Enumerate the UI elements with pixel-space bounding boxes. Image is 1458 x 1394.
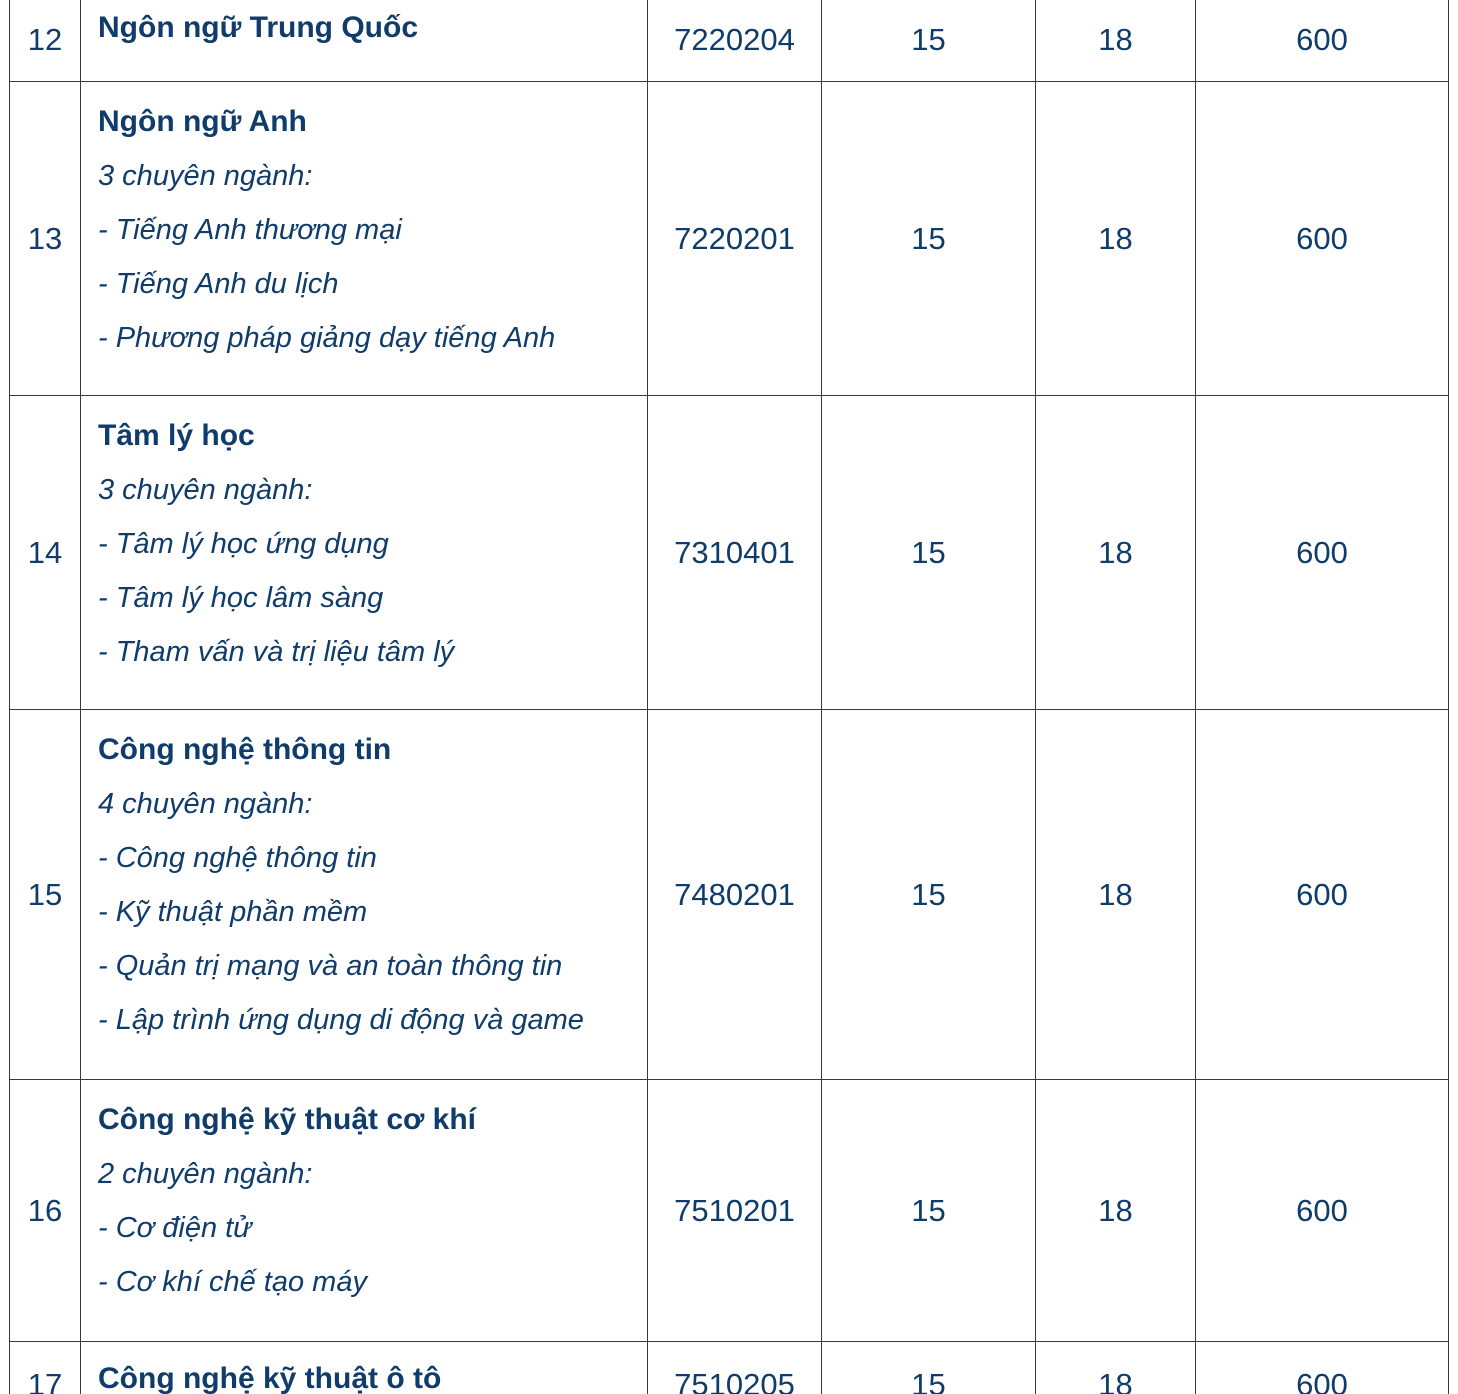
major-title: Ngôn ngữ Anh (98, 105, 307, 138)
value-cell: 18 (1036, 1342, 1196, 1394)
major-title: Ngôn ngữ Trung Quốc (98, 11, 419, 44)
value-cell: 18 (1036, 396, 1196, 710)
value-cell: 18 (1036, 1080, 1196, 1342)
value-cell: 600 (1196, 1080, 1449, 1342)
value-cell: 18 (1036, 710, 1196, 1080)
table-row (10, 396, 1449, 710)
table-row (10, 82, 1449, 396)
value-cell: 15 (822, 710, 1036, 1080)
major-title: Công nghệ kỹ thuật ô tô (98, 1362, 442, 1394)
table-row (10, 1342, 1449, 1394)
major-title: Công nghệ kỹ thuật cơ khí (98, 1103, 477, 1136)
specialization-count: 3 chuyên ngành: (98, 160, 313, 192)
value-cell: 600 (1196, 82, 1449, 396)
row-number: 17 (10, 1342, 81, 1394)
specialization-item: - Kỹ thuật phần mềm (98, 896, 368, 928)
value-cell: 15 (822, 1080, 1036, 1342)
specialization-item: - Tiếng Anh du lịch (98, 268, 339, 300)
major-cell (81, 82, 648, 396)
specialization-count: 4 chuyên ngành: (98, 788, 313, 820)
specialization-item: - Tâm lý học ứng dụng (98, 528, 389, 560)
specialization-count: 2 chuyên ngành: (98, 1158, 313, 1190)
value-cell: 15 (822, 1342, 1036, 1394)
row-number: 16 (10, 1080, 81, 1342)
major-cell (81, 0, 648, 82)
specialization-item: - Cơ điện tử (98, 1212, 252, 1244)
major-code: 7220201 (648, 82, 822, 396)
value-cell: 18 (1036, 82, 1196, 396)
major-cell (81, 1080, 648, 1342)
value-cell: 600 (1196, 1342, 1449, 1394)
specialization-item: - Cơ khí chế tạo máy (98, 1266, 367, 1298)
value-cell: 600 (1196, 396, 1449, 710)
specialization-item: - Tham vấn và trị liệu tâm lý (98, 636, 455, 668)
table-row (10, 0, 1449, 82)
value-cell: 600 (1196, 0, 1449, 82)
value-cell: 18 (1036, 0, 1196, 82)
major-cell (81, 710, 648, 1080)
major-title: Công nghệ thông tin (98, 733, 392, 766)
major-code: 7220204 (648, 0, 822, 82)
value-cell: 15 (822, 396, 1036, 710)
specialization-item: - Công nghệ thông tin (98, 842, 377, 874)
major-code: 7480201 (648, 710, 822, 1080)
table-row (10, 1080, 1449, 1342)
row-number: 15 (10, 710, 81, 1080)
row-number: 14 (10, 396, 81, 710)
major-code: 7510205 (648, 1342, 822, 1394)
major-title: Tâm lý học (98, 419, 255, 452)
majors-table (9, 0, 1449, 1394)
specialization-item: - Lập trình ứng dụng di động và game (98, 1004, 584, 1036)
specialization-count: 3 chuyên ngành: (98, 474, 313, 506)
specialization-item: - Phương pháp giảng dạy tiếng Anh (98, 322, 556, 354)
row-number: 12 (10, 0, 81, 82)
row-number: 13 (10, 82, 81, 396)
value-cell: 600 (1196, 710, 1449, 1080)
value-cell: 15 (822, 0, 1036, 82)
specialization-item: - Tâm lý học lâm sàng (98, 582, 384, 614)
major-code: 7510201 (648, 1080, 822, 1342)
major-cell (81, 1342, 648, 1394)
value-cell: 15 (822, 82, 1036, 396)
specialization-item: - Tiếng Anh thương mại (98, 214, 402, 246)
specialization-item: - Quản trị mạng và an toàn thông tin (98, 950, 563, 982)
major-code: 7310401 (648, 396, 822, 710)
major-cell (81, 396, 648, 710)
table-row (10, 710, 1449, 1080)
